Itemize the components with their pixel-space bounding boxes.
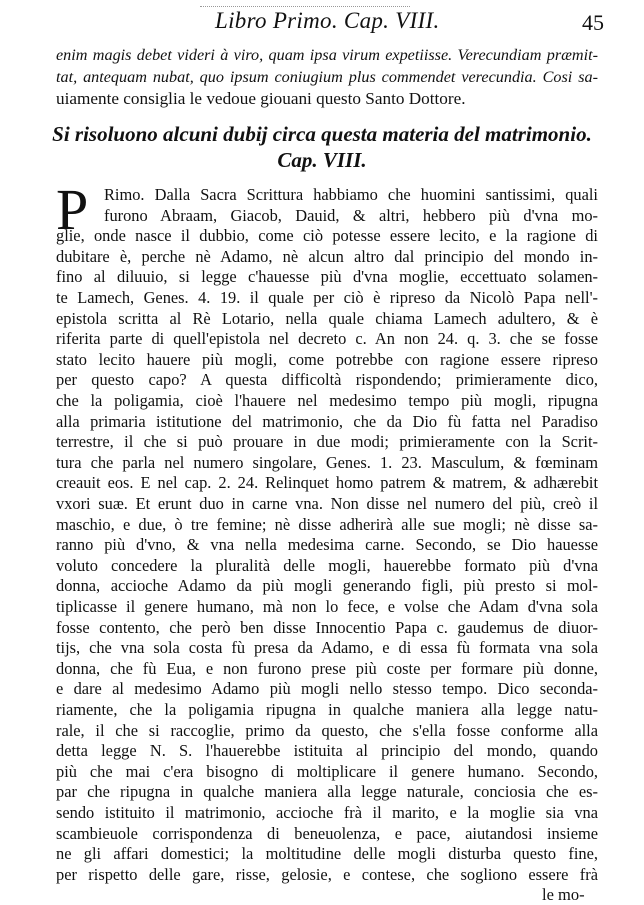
- text-line: glie, onde nasce il dubbio, come ciò potesse essere lecito, e la ragione di: [56, 226, 598, 246]
- text-line: vxori suæ. Et erunt duo in carne vna. Non disse nel numero del più, creò il: [56, 494, 598, 513]
- text-line: riamente, che la poligamia ripugna in qualche maniera alla legge natu-: [56, 700, 598, 719]
- text-line: tijs, che vna sola costa fù presa da Adamo, e di essa fù formata vna sola: [56, 638, 598, 658]
- text-line: per rispetto delle gare, risse, gelosie, e contese, che sogliono essere frà: [56, 864, 598, 884]
- text-line: tiplicasse il genere humano, mà non lo fece, e volse che Adam d'vna sola: [56, 597, 598, 616]
- text-line: rale, il che si raccoglie, primo da questo, che s'ella fosse conforme alla: [56, 720, 598, 740]
- text-line: tat, antequam nubat, quo ipsum coniugium plus commendet verecundia. Cosi sa-: [56, 68, 598, 86]
- text-line: par che ripugna in qualche maniera alla legge naturale, conciosia che es-: [56, 782, 598, 802]
- chapter-heading: Si risoluono alcuni dubij circa questa materia del matrimonio.: [52, 122, 592, 146]
- text-line: creauit eos. E nel cap. 2. 24. Relinquet homo patrem & matrem, & adhærebit: [56, 473, 598, 493]
- text-line: detta legge N. S. l'hauerebbe istituita al principio del mondo, quando: [56, 741, 598, 761]
- text-line: maschio, e due, ò tre femine; nè disse adherirà alle sue mogli; nè disse sa-: [56, 514, 598, 534]
- text-line: furono Abraam, Giacob, Dauid, & altri, hebbero più d'vna mo-: [104, 205, 598, 225]
- page-number: 45: [582, 10, 604, 35]
- text-line: riferita parte di quell'epistola nel decreto c. An non 24. q. 3. che se fosse: [56, 329, 598, 349]
- text-line: terrestre, il che si può prouare in due modi; primieramente con la Scrit-: [56, 432, 598, 452]
- text-line: ne gli affari domestici; la moltitudine delle mogli disturba questo fine,: [56, 844, 598, 864]
- text-line: te Lamech, Genes. 4. 19. il quale per ciò è ripreso da Nicolò Papa nell'-: [56, 288, 598, 307]
- drop-cap: P: [56, 177, 89, 242]
- text-line: Rimo. Dalla Sacra Scrittura habbiamo che huomini santissimi, quali: [104, 185, 598, 204]
- text-line: voluto concedere la pluralità delle mogli, hauerebbe formato più d'vna: [56, 555, 598, 575]
- text-line: più che mai c'era bisogno di moltiplicare il genere humano. Secondo,: [56, 761, 598, 781]
- text-line: per questo capo? A questa difficoltà rispondendo; primieramente dico,: [56, 370, 598, 390]
- text-line: sendo istituito il matrimonio, accioche frà il marito, e la moglie sia vna: [56, 803, 598, 822]
- text-line: fosse contento, che però ben disse Innocentio Papa c. gaudemus de diuor-: [56, 617, 598, 637]
- catchword: le mo-: [542, 885, 585, 905]
- text-line: alla primaria istitutione del matrimonio, che da Dio fù fatta nel Paradiso: [56, 411, 598, 431]
- text-line: ranno più d'vno, & vna nella medesima carne. Secondo, se Dio hauesse: [56, 535, 598, 555]
- text-line: stato lecito hauere più mogli, come potrebbe con ragione essere ripreso: [56, 349, 598, 369]
- chapter-number: Cap. VIII.: [277, 148, 367, 172]
- text-line: scambieuole corrispondenza di beneuolenza, e pace, aiutandosi insieme: [56, 823, 598, 843]
- text-line: che la poligamia, cioè l'hauere nel medesimo tempo più mogli, ripugna: [56, 391, 598, 410]
- text-line: dubitare è, perche nè Adamo, nè alcun altro dal principio del mondo in-: [56, 246, 598, 266]
- text-line: donna, che fù Eua, e non furono prese più coste per formare più donne,: [56, 658, 598, 678]
- text-line: tura che parla nel numero singolare, Genes. 1. 23. Masculum, & fœminam: [56, 452, 598, 472]
- running-head: [0, 8, 644, 38]
- text-line: enim magis debet videri à viro, quam ipsa virum expetiisse. Verecundiam præmit-: [56, 46, 598, 64]
- running-head-title: Libro Primo. Cap. VIII.: [215, 8, 440, 33]
- text-line: e dare al medesimo Adamo più mogli nello stesso tempo. Dico seconda-: [56, 679, 598, 699]
- text-line: donna, accioche Adamo da più mogli generando figli, più presto si mol-: [56, 576, 598, 596]
- text-line: epistola scritta al Rè Lotario, nella quale chiama Lamech adultero, & è: [56, 308, 598, 328]
- text-line: uiamente consiglia le vedoue giouani questo Santo Dottore.: [56, 89, 466, 108]
- top-margin-strip: [200, 0, 410, 7]
- text-line: fino al diluuio, si legge c'hauesse più d'vna moglie, eccettuato solamen-: [56, 267, 598, 287]
